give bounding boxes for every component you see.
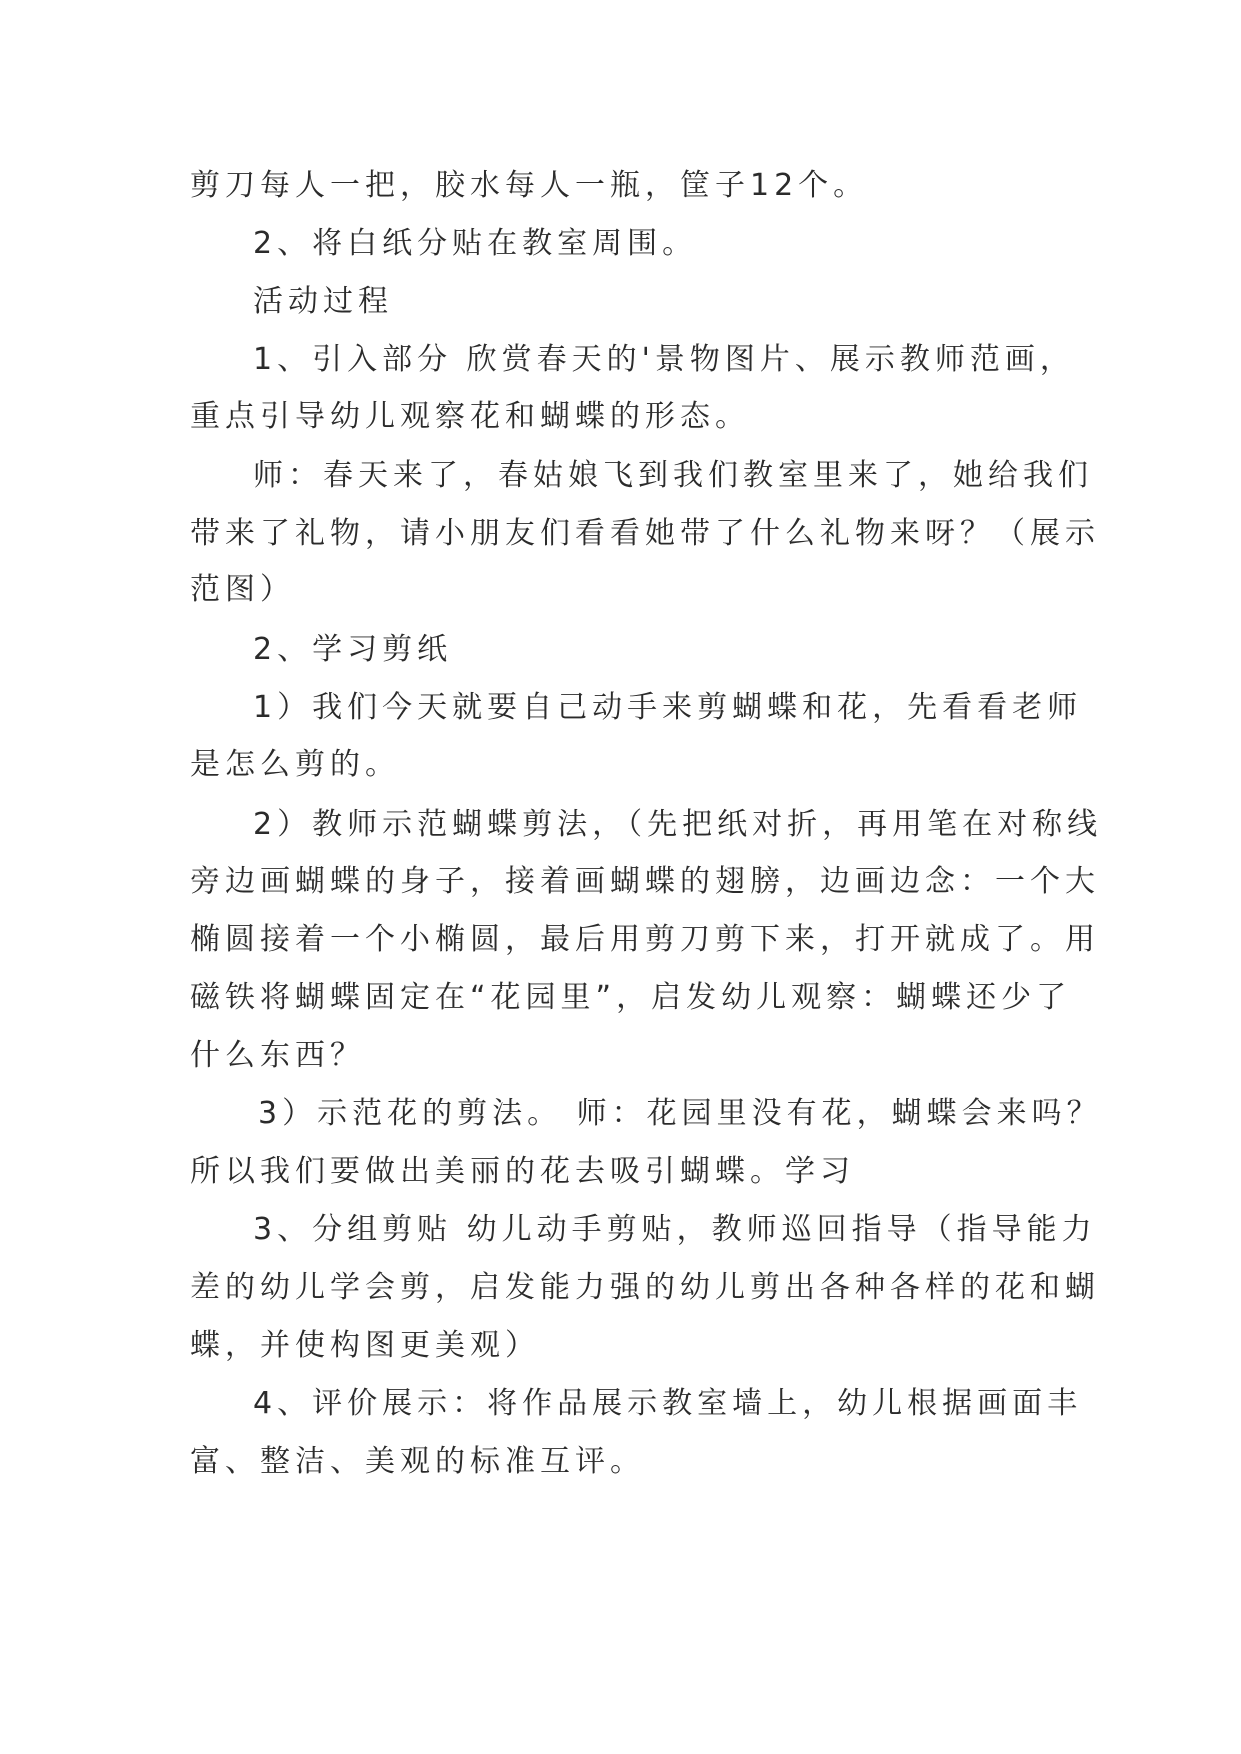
text-line: 3、分组剪贴 幼儿动手剪贴，教师巡回指导（指导能力 <box>253 1212 1097 1247</box>
text-line: 差的幼儿学会剪，启发能力强的幼儿剪出各种各样的花和蝴 <box>190 1270 1100 1305</box>
text-line: 椭圆接着一个小椭圆，最后用剪刀剪下来，打开就成了。用 <box>190 922 1100 957</box>
text-line: 带来了礼物，请小朋友们看看她带了什么礼物来呀？（展示 <box>190 516 1100 551</box>
text-line: 1）我们今天就要自己动手来剪蝴蝶和花，先看看老师 <box>253 690 1083 725</box>
text-line: 剪刀每人一把，胶水每人一瓶，筐子12个。 <box>190 168 869 203</box>
text-line: 旁边画蝴蝶的身子，接着画蝴蝶的翅膀，边画边念：一个大 <box>190 864 1100 899</box>
text-line: 重点引导幼儿观察花和蝴蝶的形态。 <box>190 399 750 434</box>
text-line: 磁铁将蝴蝶固定在“花园里”，启发幼儿观察：蝴蝶还少了 <box>190 980 1072 1015</box>
text-line: 蝶，并使构图更美观） <box>190 1328 540 1363</box>
text-line: 富、整洁、美观的标准互评。 <box>190 1444 645 1479</box>
text-line: 师：春天来了，春姑娘飞到我们教室里来了，她给我们 <box>253 458 1093 493</box>
text-line: 活动过程 <box>253 284 393 319</box>
text-line: 4、评价展示：将作品展示教室墙上，幼儿根据画面丰 <box>253 1386 1083 1421</box>
text-line: 3）示范花的剪法。 师：花园里没有花，蝴蝶会来吗？ <box>258 1096 1102 1131</box>
text-line: 2、学习剪纸 <box>253 632 453 667</box>
text-line: 1、引入部分 欣赏春天的'景物图片、展示教师范画， <box>253 342 1075 377</box>
text-line: 2）教师示范蝴蝶剪法，（先把纸对折，再用笔在对称线 <box>253 807 1103 842</box>
text-line: 所以我们要做出美丽的花去吸引蝴蝶。学习 <box>190 1154 855 1189</box>
text-line: 范图） <box>190 572 295 607</box>
text-line: 什么东西？ <box>190 1038 365 1073</box>
text-line: 2、将白纸分贴在教室周围。 <box>253 226 698 261</box>
text-line: 是怎么剪的。 <box>190 747 400 782</box>
